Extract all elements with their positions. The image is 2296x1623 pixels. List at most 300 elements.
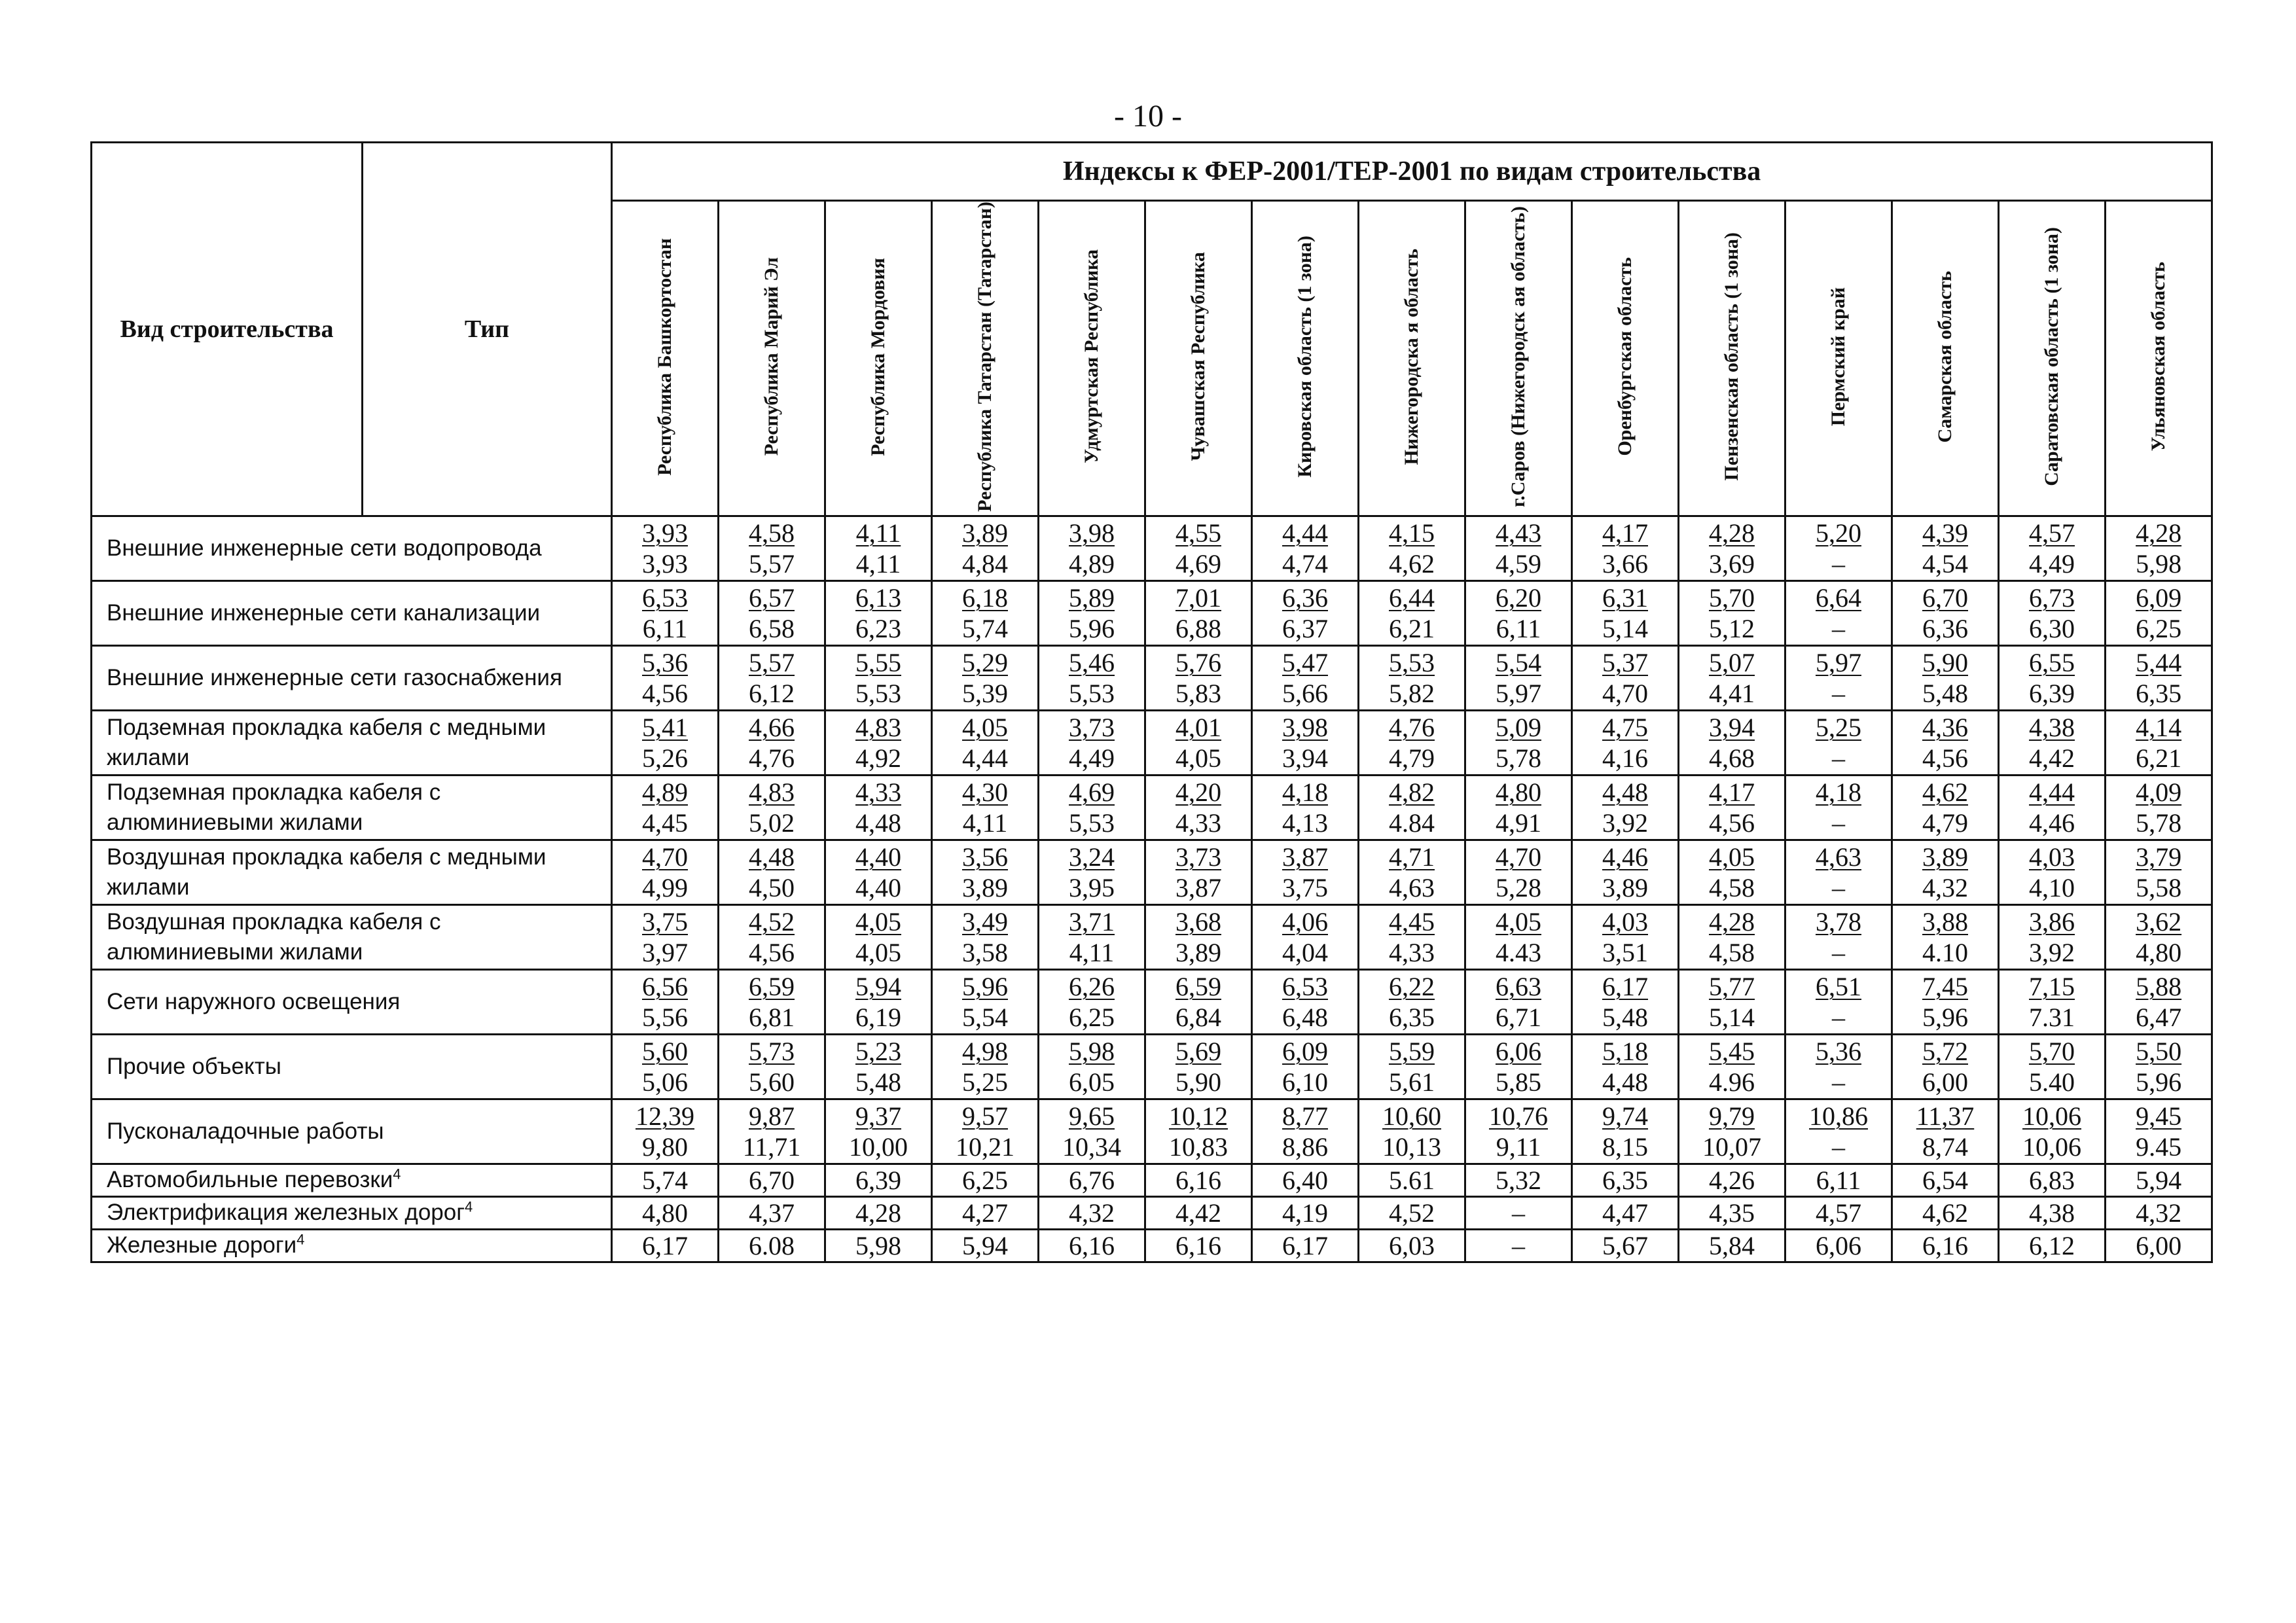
index-pair xyxy=(1679,518,1784,579)
table-row xyxy=(92,1196,2212,1229)
index-value-top: 10,86 xyxy=(1809,1101,1868,1131)
index-pair xyxy=(1039,647,1144,709)
index-cell xyxy=(1785,580,1892,645)
index-value-bottom: 4,69 xyxy=(1175,548,1221,579)
index-cell xyxy=(1572,904,1679,969)
index-value-top: 6,70 xyxy=(1922,582,1968,613)
index-pair xyxy=(1893,712,1998,774)
index-value-top: 5,73 xyxy=(749,1036,795,1066)
row-label-text: Пусконаладочные работы xyxy=(107,1118,384,1144)
index-value-bottom: 5,06 xyxy=(642,1067,688,1097)
index-cell xyxy=(2106,1034,2212,1099)
index-pair xyxy=(826,1101,931,1162)
index-cell xyxy=(1359,580,1465,645)
region-header-label: Кировская область (1 зона) xyxy=(1294,236,1316,478)
index-cell xyxy=(1039,840,1145,904)
index-value-bottom: 3,92 xyxy=(2029,937,2075,967)
index-cell xyxy=(612,1099,719,1164)
index-cell xyxy=(932,710,1039,775)
index-value-bottom: – xyxy=(1832,1132,1845,1162)
index-pair xyxy=(719,1101,824,1162)
index-value-top: 4,36 xyxy=(1922,712,1968,742)
row-label-text: Внешние инженерные сети водопровода xyxy=(107,535,542,561)
index-value: 5,74 xyxy=(642,1165,688,1195)
index-pair xyxy=(719,1036,824,1097)
index-pair xyxy=(1573,777,1677,838)
index-value: 6,39 xyxy=(855,1165,901,1195)
index-cell xyxy=(612,840,719,904)
table-row xyxy=(92,775,2212,840)
index-pair xyxy=(1573,712,1677,774)
index-pair xyxy=(1359,647,1464,709)
index-pair xyxy=(1679,1036,1784,1097)
index-pair xyxy=(719,906,824,968)
index-cell xyxy=(1252,904,1359,969)
table-row xyxy=(92,1099,2212,1164)
index-value-bottom: 6,88 xyxy=(1175,613,1221,643)
index-value-top: 6,09 xyxy=(2136,582,2182,613)
index-pair xyxy=(1253,712,1357,774)
index-value-top: 6,20 xyxy=(1496,582,1541,613)
index-cell xyxy=(719,645,825,710)
index-cell xyxy=(1572,1099,1679,1164)
index-cell xyxy=(1039,904,1145,969)
index-value-bottom: 4,99 xyxy=(642,872,688,902)
index-pair xyxy=(1679,906,1784,968)
index-value-bottom: 4,41 xyxy=(1709,678,1755,708)
index-value-bottom: 3,51 xyxy=(1602,937,1648,967)
index-cell xyxy=(1892,1034,1999,1099)
index-value-bottom: 6,36 xyxy=(1922,613,1968,643)
index-value-top: 3,68 xyxy=(1175,906,1221,936)
index-value-top: 4,70 xyxy=(642,842,688,872)
index-pair xyxy=(1786,582,1891,644)
index-pair xyxy=(933,647,1037,709)
index-cell xyxy=(1465,775,1572,840)
index-value-bottom: 4,33 xyxy=(1175,808,1221,838)
index-value-bottom: 4,62 xyxy=(1389,548,1435,579)
index-value: 6,12 xyxy=(2029,1230,2075,1260)
index-pair xyxy=(1146,842,1251,903)
footnote-marker: 4 xyxy=(296,1231,305,1248)
index-cell xyxy=(1252,516,1359,580)
index-cell xyxy=(612,516,719,580)
index-value-top: 9,57 xyxy=(962,1101,1008,1131)
index-value-bottom: 5.40 xyxy=(2029,1067,2075,1097)
index-pair xyxy=(1466,842,1571,903)
region-header xyxy=(1465,201,1572,516)
index-pair xyxy=(1253,1101,1357,1162)
index-pair xyxy=(1039,971,1144,1033)
index-cell xyxy=(1999,1164,2106,1196)
index-cell xyxy=(2106,516,2212,580)
index-value-bottom: 4,59 xyxy=(1496,548,1541,579)
index-value-bottom: 6,12 xyxy=(749,678,795,708)
index-value-top: 6,44 xyxy=(1389,582,1435,613)
region-header xyxy=(825,201,932,516)
index-value-bottom: 10,07 xyxy=(1702,1132,1761,1162)
index-cell xyxy=(1785,1196,1892,1229)
index-value-bottom: 4.43 xyxy=(1496,937,1541,967)
index-cell xyxy=(1359,904,1465,969)
index-value-bottom: – xyxy=(1832,548,1845,579)
index-cell xyxy=(1999,710,2106,775)
row-label xyxy=(92,710,612,775)
index-value-bottom: 6,11 xyxy=(642,613,688,643)
index-cell xyxy=(612,710,719,775)
index-value: 5.61 xyxy=(1389,1165,1435,1195)
index-value-top: 4,71 xyxy=(1389,842,1435,872)
index-value-top: 6,53 xyxy=(1282,971,1328,1001)
index-value-bottom: 4,70 xyxy=(1602,678,1648,708)
index-value-top: 4,38 xyxy=(2029,712,2075,742)
index-cell xyxy=(1145,1196,1252,1229)
index-value-top: 4,57 xyxy=(2029,518,2075,548)
index-value: 6,17 xyxy=(642,1230,688,1260)
row-label-text: Прочие объекты xyxy=(107,1053,281,1079)
index-value: 4,42 xyxy=(1175,1198,1221,1228)
index-cell xyxy=(825,710,932,775)
index-pair xyxy=(1146,971,1251,1033)
index-value-top: 5,72 xyxy=(1922,1036,1968,1066)
index-pair xyxy=(1253,582,1357,644)
index-cell xyxy=(932,1229,1039,1262)
index-cell xyxy=(1252,1164,1359,1196)
table-row xyxy=(92,645,2212,710)
index-value-bottom: 4,79 xyxy=(1389,743,1435,773)
index-pair xyxy=(2106,647,2211,709)
index-value-bottom: 4,05 xyxy=(1175,743,1221,773)
index-value-bottom: 4,58 xyxy=(1709,937,1755,967)
index-cell xyxy=(1359,1034,1465,1099)
index-cell xyxy=(932,645,1039,710)
index-pair xyxy=(1146,1101,1251,1162)
index-pair xyxy=(1573,1036,1677,1097)
index-cell xyxy=(825,1099,932,1164)
index-value-top: 4,40 xyxy=(855,842,901,872)
index-pair xyxy=(1573,1101,1677,1162)
index-cell xyxy=(1572,516,1679,580)
index-pair xyxy=(2000,906,2104,968)
index-value-top: 3,89 xyxy=(1922,842,1968,872)
index-value: 5,67 xyxy=(1602,1230,1648,1260)
index-cell xyxy=(719,775,825,840)
index-value-bottom: 5,83 xyxy=(1175,678,1221,708)
index-value-bottom: 4,48 xyxy=(1602,1067,1648,1097)
index-value-top: 10,06 xyxy=(2022,1101,2081,1131)
index-pair xyxy=(826,518,931,579)
index-cell xyxy=(1999,1099,2106,1164)
index-pair xyxy=(719,712,824,774)
index-pair xyxy=(2106,906,2211,968)
index-value-top: 3,62 xyxy=(2136,906,2182,936)
index-value-top: 4,05 xyxy=(855,906,901,936)
index-value-top: 6,63 xyxy=(1496,971,1541,1001)
index-value-bottom: 4,56 xyxy=(1709,808,1755,838)
index-value-top: 6,17 xyxy=(1602,971,1648,1001)
index-pair xyxy=(933,906,1037,968)
row-label-text: Воздушная прокладка кабеля с алюминиевыми жилами xyxy=(107,908,441,965)
row-label xyxy=(92,840,612,904)
index-value-bottom: 6,11 xyxy=(1496,613,1541,643)
index-value-bottom: 4,05 xyxy=(855,937,901,967)
index-value-bottom: 5,78 xyxy=(2136,808,2182,838)
index-cell xyxy=(1785,840,1892,904)
index-value-bottom: 4,44 xyxy=(962,743,1008,773)
index-cell xyxy=(2106,1164,2212,1196)
index-cell xyxy=(1359,775,1465,840)
index-value-bottom: 5,74 xyxy=(962,613,1008,643)
index-value-bottom: 5,90 xyxy=(1175,1067,1221,1097)
index-value-top: 6,36 xyxy=(1282,582,1328,613)
index-value-bottom: – xyxy=(1832,1002,1845,1032)
table-row xyxy=(92,710,2212,775)
index-value-top: 4,09 xyxy=(2136,777,2182,807)
index-cell xyxy=(1359,1196,1465,1229)
index-value: 4,27 xyxy=(962,1198,1008,1228)
index-pair xyxy=(1039,1101,1144,1162)
index-value-top: 4,44 xyxy=(2029,777,2075,807)
index-pair xyxy=(1786,906,1891,968)
index-cell xyxy=(1359,1099,1465,1164)
index-value-top: 6,26 xyxy=(1069,971,1115,1001)
region-header xyxy=(719,201,825,516)
index-pair xyxy=(1893,582,1998,644)
index-pair xyxy=(2106,1101,2211,1162)
index-pair xyxy=(1893,906,1998,968)
index-value-bottom: 6,21 xyxy=(2136,743,2182,773)
index-value-bottom: 5,57 xyxy=(749,548,795,579)
index-value-top: 4,05 xyxy=(1496,906,1541,936)
index-cell xyxy=(1785,1099,1892,1164)
index-value-top: 7,01 xyxy=(1175,582,1221,613)
index-value-top: 5,76 xyxy=(1175,647,1221,677)
index-value-bottom: 5,53 xyxy=(1069,808,1115,838)
index-value: 4,38 xyxy=(2029,1198,2075,1228)
index-cell xyxy=(2106,840,2212,904)
index-value-top: 4,18 xyxy=(1282,777,1328,807)
region-header xyxy=(1999,201,2106,516)
index-value-top: 4,30 xyxy=(962,777,1008,807)
header-tip: Тип xyxy=(363,143,612,516)
index-value-bottom: 6,47 xyxy=(2136,1002,2182,1032)
index-pair xyxy=(826,1036,931,1097)
index-pair xyxy=(719,842,824,903)
index-value-top: 4,17 xyxy=(1709,777,1755,807)
index-cell xyxy=(1252,1099,1359,1164)
index-cell xyxy=(1465,1099,1572,1164)
row-label-text: Воздушная прокладка кабеля с медными жилами xyxy=(107,844,547,900)
index-value-top: 4,62 xyxy=(1922,777,1968,807)
index-value-bottom: 5,02 xyxy=(749,808,795,838)
index-pair xyxy=(1466,906,1571,968)
index-value-bottom: 4,58 xyxy=(1709,872,1755,902)
index-value-bottom: 5,78 xyxy=(1496,743,1541,773)
index-value: 4,32 xyxy=(1069,1198,1115,1228)
index-value-bottom: 4,50 xyxy=(749,872,795,902)
index-cell xyxy=(1145,840,1252,904)
index-cell xyxy=(1785,1164,1892,1196)
index-pair xyxy=(1786,518,1891,579)
index-cell xyxy=(932,904,1039,969)
index-cell xyxy=(1465,1229,1572,1262)
index-cell xyxy=(1572,580,1679,645)
index-cell xyxy=(1892,1099,1999,1164)
index-cell xyxy=(1252,1196,1359,1229)
region-header xyxy=(1359,201,1465,516)
index-value-top: 5,23 xyxy=(855,1036,901,1066)
row-label xyxy=(92,1196,612,1229)
index-cell xyxy=(719,969,825,1034)
index-cell xyxy=(1785,904,1892,969)
index-cell xyxy=(1999,1196,2106,1229)
index-value: 6,70 xyxy=(749,1165,795,1195)
index-pair xyxy=(826,582,931,644)
index-value: 4,37 xyxy=(749,1198,795,1228)
index-cell xyxy=(1252,1229,1359,1262)
region-header-label: Самарская область xyxy=(1934,270,1956,443)
index-value-bottom: 5,25 xyxy=(962,1067,1008,1097)
index-value-top: 4,43 xyxy=(1496,518,1541,548)
table-row xyxy=(92,1229,2212,1262)
index-cell xyxy=(1572,645,1679,710)
index-cell xyxy=(825,645,932,710)
index-cell xyxy=(932,1164,1039,1196)
row-label xyxy=(92,1164,612,1196)
index-table xyxy=(90,141,2213,1263)
header-vid-stroitelstva: Вид строительства xyxy=(92,143,363,516)
index-pair xyxy=(2106,518,2211,579)
index-pair xyxy=(933,582,1037,644)
index-value: 4,19 xyxy=(1282,1198,1328,1228)
index-pair xyxy=(1466,712,1571,774)
index-pair xyxy=(2106,712,2211,774)
row-label-text: Железные дороги xyxy=(107,1232,297,1258)
index-value-bottom: – xyxy=(1832,937,1845,967)
index-pair xyxy=(2000,518,2104,579)
index-value-top: 5,54 xyxy=(1496,647,1541,677)
index-value-top: 4,66 xyxy=(749,712,795,742)
index-value: 6,83 xyxy=(2029,1165,2075,1195)
index-value-bottom: 6,37 xyxy=(1282,613,1328,643)
index-value-top: 5,70 xyxy=(2029,1036,2075,1066)
index-value-top: 5,77 xyxy=(1709,971,1755,1001)
index-cell xyxy=(1892,645,1999,710)
index-cell xyxy=(1679,1164,1785,1196)
index-value-bottom: 4,89 xyxy=(1069,548,1115,579)
index-value-bottom: 10,34 xyxy=(1062,1132,1121,1162)
index-value-top: 6,55 xyxy=(2029,647,2075,677)
index-cell xyxy=(825,1229,932,1262)
index-value-bottom: 4,48 xyxy=(855,808,901,838)
index-value: 4,47 xyxy=(1602,1198,1648,1228)
index-cell xyxy=(612,969,719,1034)
index-cell xyxy=(1145,710,1252,775)
index-value-bottom: 5,56 xyxy=(642,1002,688,1032)
index-value-bottom: 6,05 xyxy=(1069,1067,1115,1097)
index-value-top: 3,98 xyxy=(1069,518,1115,548)
index-cell xyxy=(2106,645,2212,710)
index-value-bottom: 6,19 xyxy=(855,1002,901,1032)
index-cell xyxy=(1999,580,2106,645)
index-value-bottom: 5,12 xyxy=(1709,613,1755,643)
index-value-bottom: 3,89 xyxy=(1175,937,1221,967)
index-pair xyxy=(2106,1036,2211,1097)
index-pair xyxy=(613,906,717,968)
index-value-bottom: 5,97 xyxy=(1496,678,1541,708)
index-value-bottom: 4.84 xyxy=(1389,808,1435,838)
index-value-bottom: 6,25 xyxy=(2136,613,2182,643)
index-pair xyxy=(1253,842,1357,903)
index-pair xyxy=(613,712,717,774)
index-pair xyxy=(719,518,824,579)
index-pair xyxy=(1786,777,1891,838)
index-pair xyxy=(1039,1036,1144,1097)
row-label xyxy=(92,1034,612,1099)
index-value-bottom: 5,14 xyxy=(1709,1002,1755,1032)
index-cell xyxy=(1039,1099,1145,1164)
index-pair xyxy=(826,906,931,968)
index-value-top: 5,25 xyxy=(1816,712,1861,742)
index-cell xyxy=(1039,775,1145,840)
index-cell xyxy=(612,775,719,840)
index-value-top: 9,74 xyxy=(1602,1101,1648,1131)
index-pair xyxy=(719,971,824,1033)
index-value-top: 4,17 xyxy=(1602,518,1648,548)
index-value: 5,94 xyxy=(962,1230,1008,1260)
index-value-bottom: 4,04 xyxy=(1282,937,1328,967)
index-cell xyxy=(1359,1229,1465,1262)
index-value-bottom: 3,89 xyxy=(962,872,1008,902)
index-value-top: 4,03 xyxy=(2029,842,2075,872)
index-value-top: 6,22 xyxy=(1389,971,1435,1001)
index-value-bottom: – xyxy=(1832,872,1845,902)
index-value-top: 4,69 xyxy=(1069,777,1115,807)
index-value-top: 5,55 xyxy=(855,647,901,677)
index-pair xyxy=(2000,777,2104,838)
index-value-top: 3,24 xyxy=(1069,842,1115,872)
index-cell xyxy=(2106,710,2212,775)
row-label-text: Подземная прокладка кабеля с медными жилами xyxy=(107,714,547,770)
region-header xyxy=(1679,201,1785,516)
index-value-bottom: 4,91 xyxy=(1496,808,1541,838)
index-pair xyxy=(826,647,931,709)
index-value-bottom: 6,84 xyxy=(1175,1002,1221,1032)
index-pair xyxy=(826,777,931,838)
index-cell xyxy=(1999,645,2106,710)
index-pair xyxy=(1253,777,1357,838)
index-cell xyxy=(612,1164,719,1196)
index-value-top: 11,37 xyxy=(1916,1101,1975,1131)
index-value-top: 4,82 xyxy=(1389,777,1435,807)
index-value-top: 5,18 xyxy=(1602,1036,1648,1066)
index-value-bottom: 3,87 xyxy=(1175,872,1221,902)
index-pair xyxy=(1039,712,1144,774)
index-pair xyxy=(1573,647,1677,709)
index-pair xyxy=(719,582,824,644)
index-value-top: 4,05 xyxy=(962,712,1008,742)
index-value-bottom: 6,25 xyxy=(1069,1002,1115,1032)
index-pair xyxy=(1786,1036,1891,1097)
index-value-bottom: 5,96 xyxy=(1069,613,1115,643)
index-value-bottom: 5,48 xyxy=(1922,678,1968,708)
index-value-top: 4,28 xyxy=(1709,518,1755,548)
table-row xyxy=(92,969,2212,1034)
index-cell xyxy=(1679,1034,1785,1099)
index-value-bottom: 8,86 xyxy=(1282,1132,1328,1162)
index-value-top: 4,45 xyxy=(1389,906,1435,936)
index-value-top: 4,44 xyxy=(1282,518,1328,548)
